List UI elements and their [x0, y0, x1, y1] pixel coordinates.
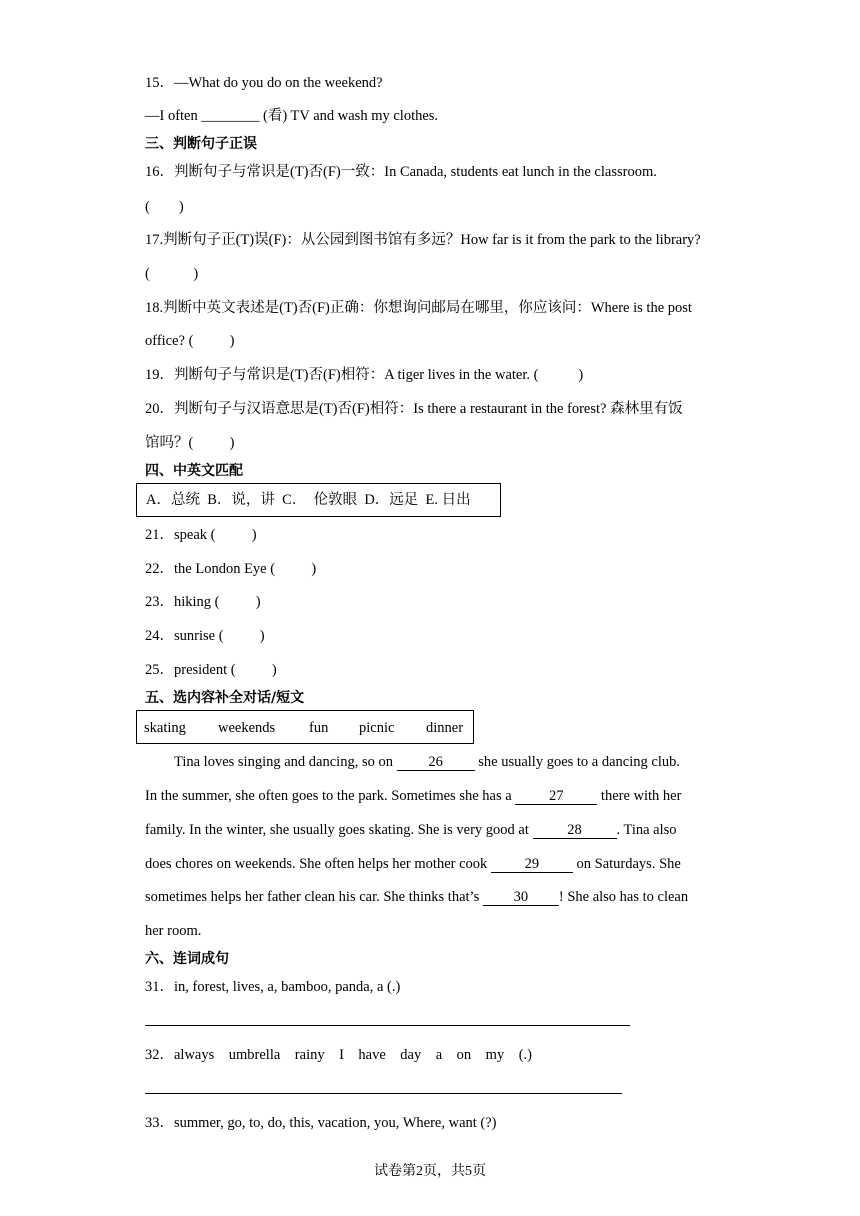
- q31-prompt: 31．in, forest, lives, a, bamboo, panda, a (.): [145, 979, 401, 995]
- match-item-21[interactable]: 21．speak ( ): [145, 527, 257, 543]
- q20-prompt: 20．判断句子与汉语意思是(T)否(F)相符：Is there a restaurant in the forest? 森林里有饭: [145, 401, 683, 417]
- passage-line: family. In the winter, she usually goes skating. She is very good at 28 . Tina also: [145, 822, 677, 838]
- word-bank-item: dinner: [426, 720, 464, 736]
- match-item-25[interactable]: 25．president ( ): [145, 662, 277, 678]
- blank-26[interactable]: 26: [397, 755, 475, 771]
- q17-answer-blank[interactable]: ( ): [145, 266, 199, 282]
- word-bank-box: [136, 710, 474, 744]
- q17-prompt: 17.判断句子正(T)误(F)：从公园到图书馆有多远？How far is it from the park to the library?: [145, 232, 701, 248]
- passage-line: In the summer, she often goes to the park. Sometimes she has a 27 there with her: [145, 788, 682, 804]
- section-6-title: 六、连词成句: [145, 951, 229, 967]
- word-bank-item: skating: [144, 720, 186, 736]
- section-5-title: 五、选内容补全对话/短文: [145, 690, 305, 706]
- passage-line: does chores on weekends. She often helps her mother cook 29 on Saturdays. She: [145, 856, 681, 872]
- blank-27[interactable]: 27: [515, 789, 597, 805]
- match-item-22[interactable]: 22．the London Eye ( ): [145, 561, 317, 577]
- match-item-23[interactable]: 23．hiking ( ): [145, 594, 261, 610]
- q19-prompt: 19．判断句子与常识是(T)否(F)相符：A tiger lives in the water. ( ): [145, 367, 584, 383]
- q16-prompt: 16．判断句子与常识是(T)否(F)一致：In Canada, students eat lunch in the classroom.: [145, 164, 657, 180]
- passage-line: Tina loves singing and dancing, so on 26 she usually goes to a dancing club.: [174, 754, 680, 770]
- matching-options: A．总统 B．说，讲 C． 伦敦眼 D．远足 E. 日出: [146, 492, 471, 508]
- q32-answer-line[interactable]: [145, 1093, 622, 1094]
- q15-blank[interactable]: ________: [201, 108, 260, 124]
- q15-prompt: 15．—What do you do on the weekend?: [145, 75, 383, 91]
- matching-options-box: [136, 483, 501, 517]
- q33-prompt: 33．summer, go, to, do, this, vacation, you, Where, want (?): [145, 1115, 497, 1131]
- section-4-title: 四、中英文匹配: [145, 463, 243, 479]
- passage-line: her room.: [145, 923, 202, 939]
- blank-30[interactable]: 30: [483, 890, 559, 906]
- section-3-title: 三、判断句子正误: [145, 136, 257, 152]
- q31-answer-line[interactable]: [145, 1025, 630, 1026]
- q15-answer-line: —I often ________ (看) TV and wash my clothes.: [145, 108, 439, 124]
- q20-answer-blank[interactable]: 馆吗？( ): [145, 435, 235, 451]
- q16-answer-blank[interactable]: ( ): [145, 199, 184, 215]
- blank-28[interactable]: 28: [533, 823, 617, 839]
- match-item-24[interactable]: 24．sunrise ( ): [145, 628, 265, 644]
- q18-prompt: 18.判断中英文表述是(T)否(F)正确：你想询问邮局在哪里，你应该问：Where is the post: [145, 300, 692, 316]
- q32-prompt: 32．always umbrella rainy I have day a on my (.): [145, 1047, 532, 1063]
- blank-29[interactable]: 29: [491, 857, 573, 873]
- word-bank-item: picnic: [359, 720, 395, 736]
- q18-answer-blank[interactable]: office? ( ): [145, 333, 235, 349]
- word-bank-item: fun: [309, 720, 329, 736]
- word-bank-item: weekends: [218, 720, 276, 736]
- page-footer: 试卷第2页，共5页: [374, 1164, 486, 1179]
- passage-line: sometimes helps her father clean his car. She thinks that’s 30 ! She also has to clean: [145, 889, 689, 905]
